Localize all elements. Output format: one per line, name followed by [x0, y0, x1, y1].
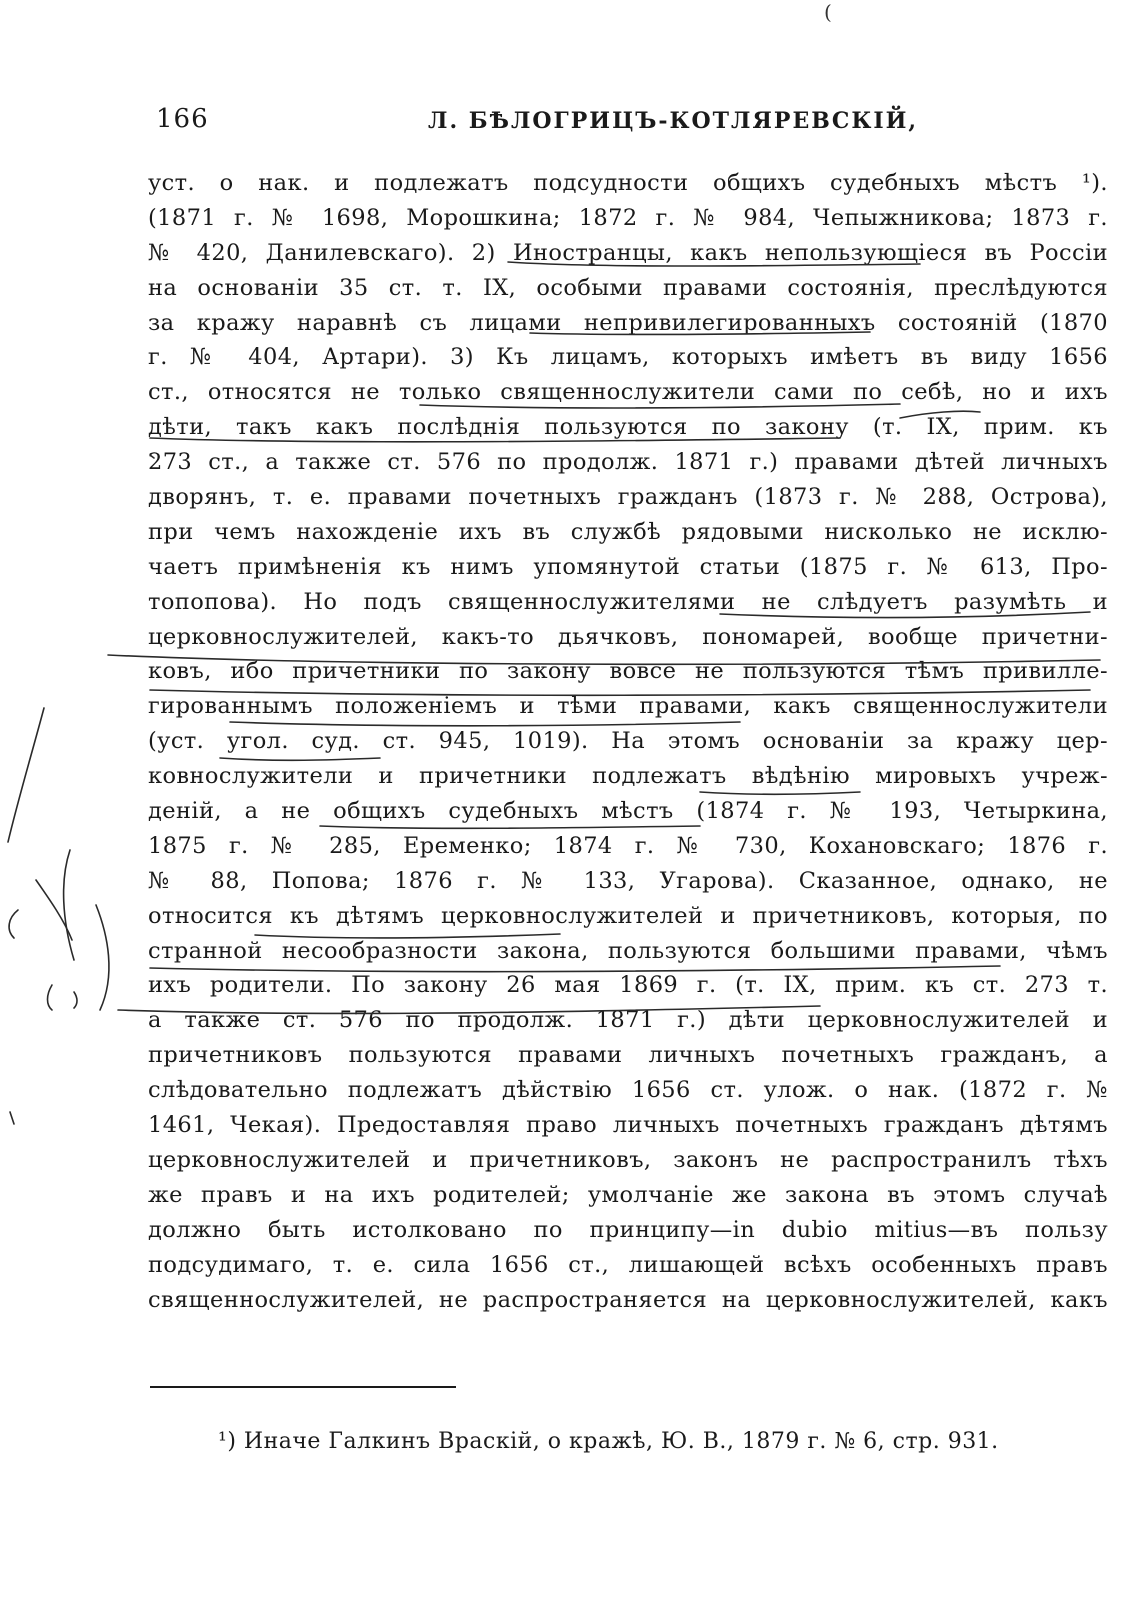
- page-header: [148, 104, 1110, 144]
- text-line: же правъ и на ихъ родителей; умолчаніе же закона въ этомъ случаѣ: [148, 1181, 1108, 1208]
- text-line: дворянъ, т. е. правами почетныхъ гражданъ (1873 г. № 288, Острова),: [148, 484, 1108, 511]
- footnote: [218, 1429, 999, 1454]
- margin-stroke: [10, 1112, 14, 1124]
- margin-stroke: [96, 905, 109, 1010]
- footnote-text: Иначе Галкинъ Враскій, о кражѣ, Ю. В., 1879 г. № 6, стр. 931.: [243, 1429, 999, 1454]
- margin-stroke: [48, 985, 53, 1010]
- text-line: дѣти, такъ какъ послѣднія пользуются по закону (т. IX, прим. къ: [148, 414, 1108, 441]
- text-line: уст. о нак. и подлежатъ подсудности общихъ судебныхъ мѣстъ ¹).: [148, 170, 1108, 196]
- footnote-divider: [150, 1386, 456, 1388]
- text-line: причетниковъ пользуются правами личныхъ почетныхъ гражданъ, а: [148, 1042, 1108, 1069]
- running-head: Л. БѢЛОГРИЦЪ-КОТЛЯРЕВСКІЙ,: [428, 108, 919, 134]
- text-line: № 420, Данилевскаго). 2) Иностранцы, какъ непользующіеся въ Россіи: [148, 239, 1108, 266]
- text-line: чаетъ примѣненія къ нимъ упомянутой статьи (1875 г. № 613, Про-: [148, 553, 1108, 580]
- text-line: гированнымъ положеніемъ и тѣми правами, какъ священнослужители: [148, 693, 1108, 720]
- text-line: ковнослужители и причетники подлежатъ вѣдѣнію мировыхъ учреж-: [148, 763, 1108, 790]
- text-line: ихъ родители. По закону 26 мая 1869 г. (т. IX, прим. къ ст. 273 т.: [148, 972, 1108, 999]
- text-line: ковъ, ибо причетники по закону вовсе не пользуются тѣмъ привилле-: [148, 658, 1108, 685]
- corner-pen-mark: (: [824, 0, 832, 24]
- text-line: (уст. угол. суд. ст. 945, 1019). На этомъ основаніи за кражу цер-: [148, 728, 1108, 755]
- text-line: церковнослужителей, какъ-то дьячковъ, пономарей, вообще причетни-: [148, 623, 1108, 650]
- text-line: 1875 г. № 285, Еременко; 1874 г. № 730, Кохановскаго; 1876 г.: [148, 832, 1108, 859]
- text-line: церковнослужителей и причетниковъ, законъ не распространилъ тѣхъ: [148, 1146, 1108, 1173]
- text-line: за кражу наравнѣ съ лицами непривилегированныхъ состояній (1870: [148, 309, 1108, 336]
- text-line: г. № 404, Артари). 3) Къ лицамъ, которыхъ имѣетъ въ виду 1656: [148, 344, 1108, 371]
- margin-stroke: [8, 708, 44, 842]
- margin-stroke: [9, 910, 18, 938]
- text-line: подсудимаго, т. е. сила 1656 ст., лишающей всѣхъ особенныхъ правъ: [148, 1251, 1108, 1278]
- text-line: деній, а не общихъ судебныхъ мѣстъ (1874 г. № 193, Четыркина,: [148, 798, 1108, 825]
- text-line: при чемъ нахожденіе ихъ въ службѣ рядовыми нисколько не исклю-: [148, 518, 1108, 545]
- text-line: слѣдовательно подлежатъ дѣйствію 1656 ст. улож. о нак. (1872 г. №: [148, 1077, 1108, 1104]
- text-line: священнослужителей, не распространяется на церковнослужителей, какъ: [148, 1286, 1108, 1313]
- text-line: 273 ст., а также ст. 576 по продолж. 1871 г.) правами дѣтей личныхъ: [148, 449, 1108, 476]
- text-line: на основаніи 35 ст. т. IX, особыми правами состоянія, преслѣдуются: [148, 274, 1108, 301]
- text-line: топопова). Но подъ священнослужителями не слѣдуетъ разумѣть и: [148, 588, 1108, 615]
- text-line: № 88, Попова; 1876 г. № 133, Угарова). Сказанное, однако, не: [148, 867, 1108, 894]
- footnote-marker: ¹): [218, 1429, 237, 1454]
- text-line: относится къ дѣтямъ церковнослужителей и причетниковъ, которыя, по: [148, 902, 1108, 929]
- margin-stroke: [64, 850, 74, 960]
- text-line: ст., относятся не только священнослужители сами по себѣ, но и ихъ: [148, 379, 1108, 406]
- body-text: [148, 166, 1108, 1317]
- margin-stroke: [36, 880, 72, 940]
- text-line: а также ст. 576 по продолж. 1871 г.) дѣти церковнослужителей и: [148, 1007, 1108, 1034]
- text-line: должно быть истолковано по принципу—in dubio mitius—въ пользу: [148, 1216, 1108, 1243]
- margin-stroke: [74, 992, 77, 1008]
- page-number: 166: [156, 104, 209, 134]
- text-line: 1461, Чекая). Предоставляя право личныхъ почетныхъ гражданъ дѣтямъ: [148, 1112, 1108, 1139]
- text-line: странной несообразности закона, пользуются большими правами, чѣмъ: [148, 937, 1108, 964]
- text-line: (1871 г. № 1698, Морошкина; 1872 г. № 984, Чепыжникова; 1873 г.: [148, 204, 1108, 231]
